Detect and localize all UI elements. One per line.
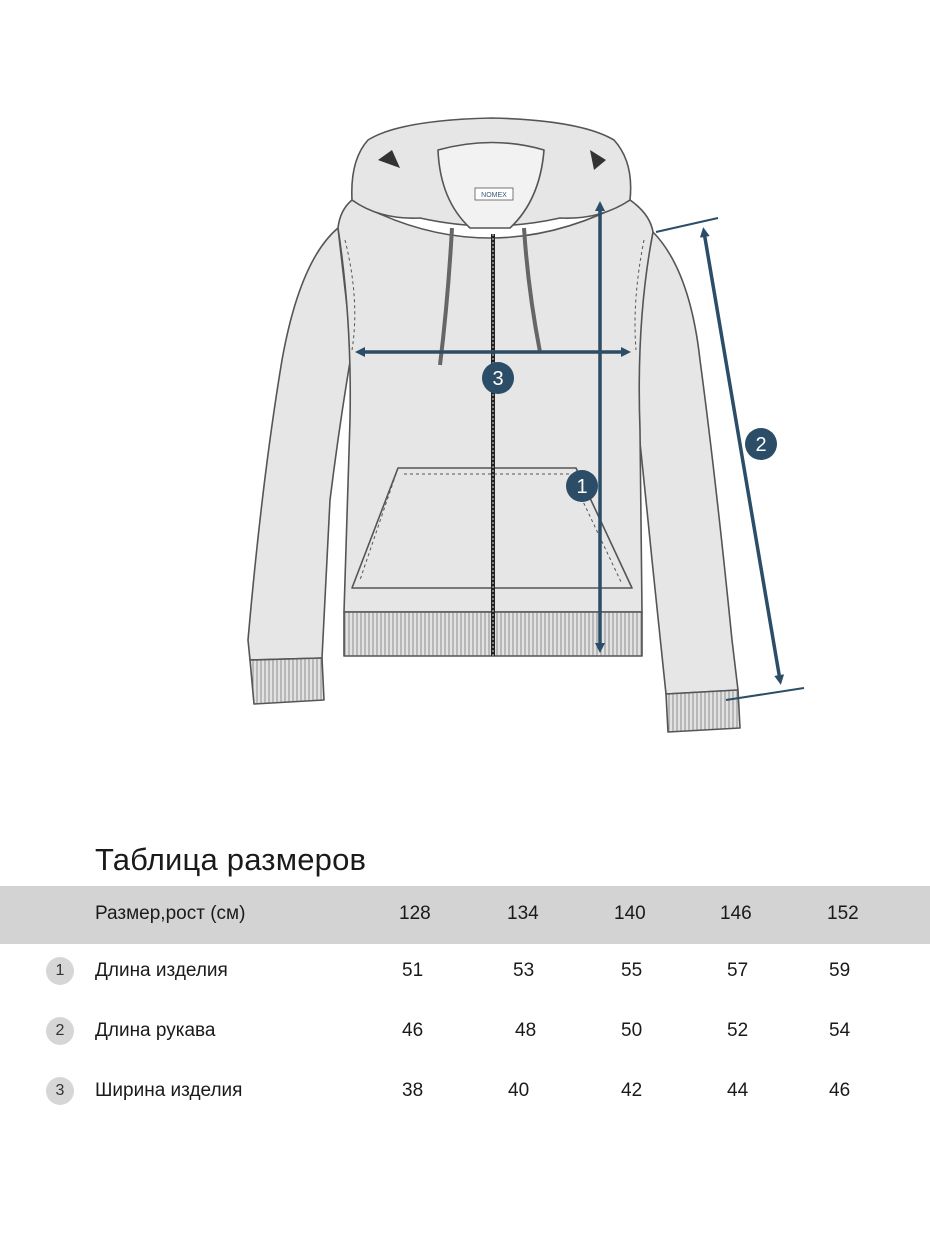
row-3-label: Ширина изделия — [95, 1080, 243, 1101]
row-2-value: 54 — [829, 1020, 851, 1041]
row-1-badge — [46, 957, 74, 985]
marker-2 — [745, 428, 777, 460]
row-1-value: 51 — [402, 960, 424, 981]
row-3-badge — [46, 1077, 74, 1105]
size-header-152: 152 — [827, 903, 859, 924]
row-1-value: 57 — [727, 960, 749, 981]
marker-1 — [566, 470, 598, 502]
row-1-label: Длина изделия — [95, 960, 228, 981]
size-header-146: 146 — [720, 903, 752, 924]
size-header-140: 140 — [614, 903, 646, 924]
row-1-value: 55 — [621, 960, 643, 981]
row-2-value: 46 — [402, 1020, 424, 1041]
row-2-value: 50 — [621, 1020, 643, 1041]
row-2-label: Длина рукава — [95, 1020, 216, 1041]
brand-tag-text: NOMEX — [481, 192, 507, 199]
marker-3 — [482, 362, 514, 394]
hoodie-drawing — [248, 118, 740, 732]
size-table-title: Таблица размеров — [95, 842, 367, 877]
row-2-badge — [46, 1017, 74, 1045]
row-1-value: 53 — [513, 960, 535, 981]
row-3-value: 42 — [621, 1080, 643, 1101]
size-header-label: Размер,рост (см) — [95, 903, 246, 924]
marker-1-text: 1 — [576, 476, 588, 498]
row-3-value: 44 — [727, 1080, 749, 1101]
marker-2-text: 2 — [755, 434, 767, 456]
row-2-num: 2 — [55, 1022, 65, 1039]
row-2-value: 52 — [727, 1020, 749, 1041]
row-3-value: 40 — [508, 1080, 530, 1101]
row-3-value: 46 — [829, 1080, 851, 1101]
row-2-value: 48 — [515, 1020, 537, 1041]
row-1-value: 59 — [829, 960, 851, 981]
row-3-num: 3 — [55, 1082, 65, 1099]
marker-3-text: 3 — [492, 368, 504, 390]
row-1-num: 1 — [55, 962, 65, 979]
size-header-128: 128 — [399, 903, 431, 924]
row-3-value: 38 — [402, 1080, 424, 1101]
size-header-134: 134 — [507, 903, 539, 924]
